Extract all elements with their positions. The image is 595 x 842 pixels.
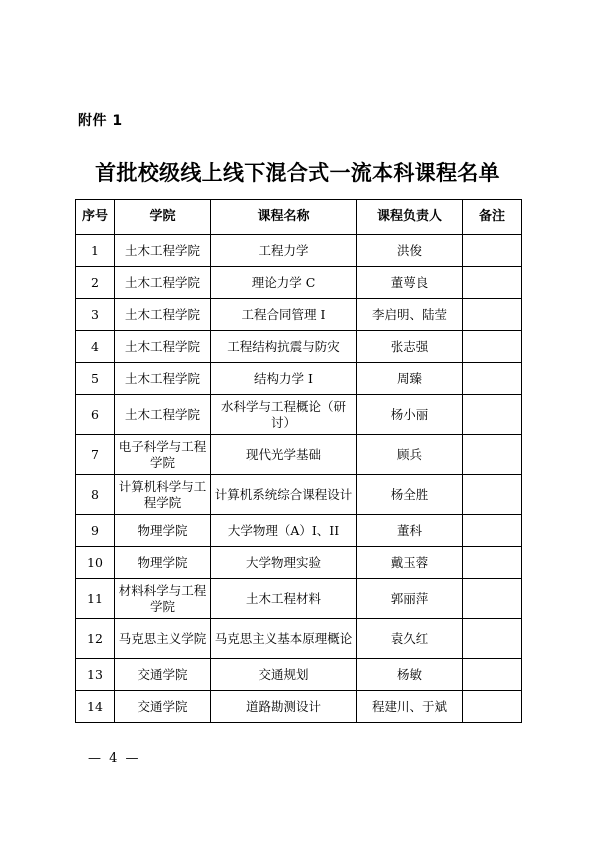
cell-owner: 董萼良: [357, 267, 463, 299]
cell-note: [463, 235, 522, 267]
table-row: [76, 659, 522, 691]
cell-college: 土木工程学院: [115, 299, 211, 331]
cell-no: 1: [76, 235, 115, 267]
cell-no: 12: [76, 619, 115, 659]
table-row: [76, 363, 522, 395]
cell-college: 交通学院: [115, 659, 211, 691]
cell-course: 结构力学 I: [211, 363, 357, 395]
cell-no: 6: [76, 395, 115, 435]
cell-owner: 袁久红: [357, 619, 463, 659]
header-course: 课程名称: [211, 200, 357, 235]
document-title: 首批校级线上线下混合式一流本科课程名单: [95, 161, 500, 185]
cell-course: 道路勘测设计: [211, 691, 357, 723]
table-row: [76, 395, 522, 435]
header-note: 备注: [463, 200, 522, 235]
cell-course: 理论力学 C: [211, 267, 357, 299]
cell-note: [463, 435, 522, 475]
cell-owner: 周臻: [357, 363, 463, 395]
cell-note: [463, 659, 522, 691]
cell-note: [463, 691, 522, 723]
header-college: 学院: [115, 200, 211, 235]
table-row: [76, 619, 522, 659]
cell-college: 土木工程学院: [115, 267, 211, 299]
cell-college: 马克思主义学院: [115, 619, 211, 659]
header-owner: 课程负责人: [357, 200, 463, 235]
cell-no: 2: [76, 267, 115, 299]
cell-owner: 张志强: [357, 331, 463, 363]
course-list-table: [75, 199, 522, 723]
table-row: [76, 435, 522, 475]
cell-no: 9: [76, 515, 115, 547]
cell-college: 材料科学与工程学院: [115, 579, 211, 619]
cell-course: 工程结构抗震与防灾: [211, 331, 357, 363]
cell-note: [463, 363, 522, 395]
cell-owner: 洪俊: [357, 235, 463, 267]
cell-college: 土木工程学院: [115, 395, 211, 435]
table-row: [76, 331, 522, 363]
table-row: [76, 267, 522, 299]
cell-note: [463, 619, 522, 659]
cell-course: 交通规划: [211, 659, 357, 691]
cell-no: 11: [76, 579, 115, 619]
cell-owner: 杨小丽: [357, 395, 463, 435]
table-row: [76, 547, 522, 579]
table-row: [76, 579, 522, 619]
cell-course: 工程力学: [211, 235, 357, 267]
cell-course: 马克思主义基本原理概论: [211, 619, 357, 659]
cell-note: [463, 515, 522, 547]
cell-course: 工程合同管理 I: [211, 299, 357, 331]
cell-note: [463, 395, 522, 435]
cell-college: 物理学院: [115, 515, 211, 547]
cell-course: 现代光学基础: [211, 435, 357, 475]
cell-note: [463, 331, 522, 363]
cell-owner: 董科: [357, 515, 463, 547]
table-row: [76, 299, 522, 331]
cell-no: 3: [76, 299, 115, 331]
cell-course: 计算机系统综合课程设计: [211, 475, 357, 515]
cell-note: [463, 299, 522, 331]
cell-college: 计算机科学与工程学院: [115, 475, 211, 515]
table-header-row: [76, 200, 522, 235]
cell-note: [463, 579, 522, 619]
cell-college: 土木工程学院: [115, 363, 211, 395]
cell-no: 13: [76, 659, 115, 691]
cell-college: 交通学院: [115, 691, 211, 723]
cell-no: 4: [76, 331, 115, 363]
cell-owner: 程建川、于斌: [357, 691, 463, 723]
cell-course: 大学物理实验: [211, 547, 357, 579]
page-number: — 4 —: [88, 751, 141, 766]
cell-college: 物理学院: [115, 547, 211, 579]
cell-no: 5: [76, 363, 115, 395]
cell-note: [463, 267, 522, 299]
table-row: [76, 691, 522, 723]
cell-owner: 杨全胜: [357, 475, 463, 515]
cell-no: 14: [76, 691, 115, 723]
cell-owner: 顾兵: [357, 435, 463, 475]
cell-course: 水科学与工程概论（研讨）: [211, 395, 357, 435]
cell-no: 7: [76, 435, 115, 475]
cell-course: 土木工程材料: [211, 579, 357, 619]
cell-no: 10: [76, 547, 115, 579]
cell-college: 土木工程学院: [115, 235, 211, 267]
cell-owner: 李启明、陆莹: [357, 299, 463, 331]
table-row: [76, 475, 522, 515]
cell-note: [463, 475, 522, 515]
cell-owner: 郭丽萍: [357, 579, 463, 619]
header-no: 序号: [76, 200, 115, 235]
table-row: [76, 235, 522, 267]
cell-owner: 戴玉蓉: [357, 547, 463, 579]
table-row: [76, 515, 522, 547]
cell-no: 8: [76, 475, 115, 515]
cell-note: [463, 547, 522, 579]
cell-owner: 杨敏: [357, 659, 463, 691]
cell-college: 土木工程学院: [115, 331, 211, 363]
attachment-label: 附件 1: [78, 113, 123, 129]
cell-college: 电子科学与工程学院: [115, 435, 211, 475]
cell-course: 大学物理（A）I、II: [211, 515, 357, 547]
